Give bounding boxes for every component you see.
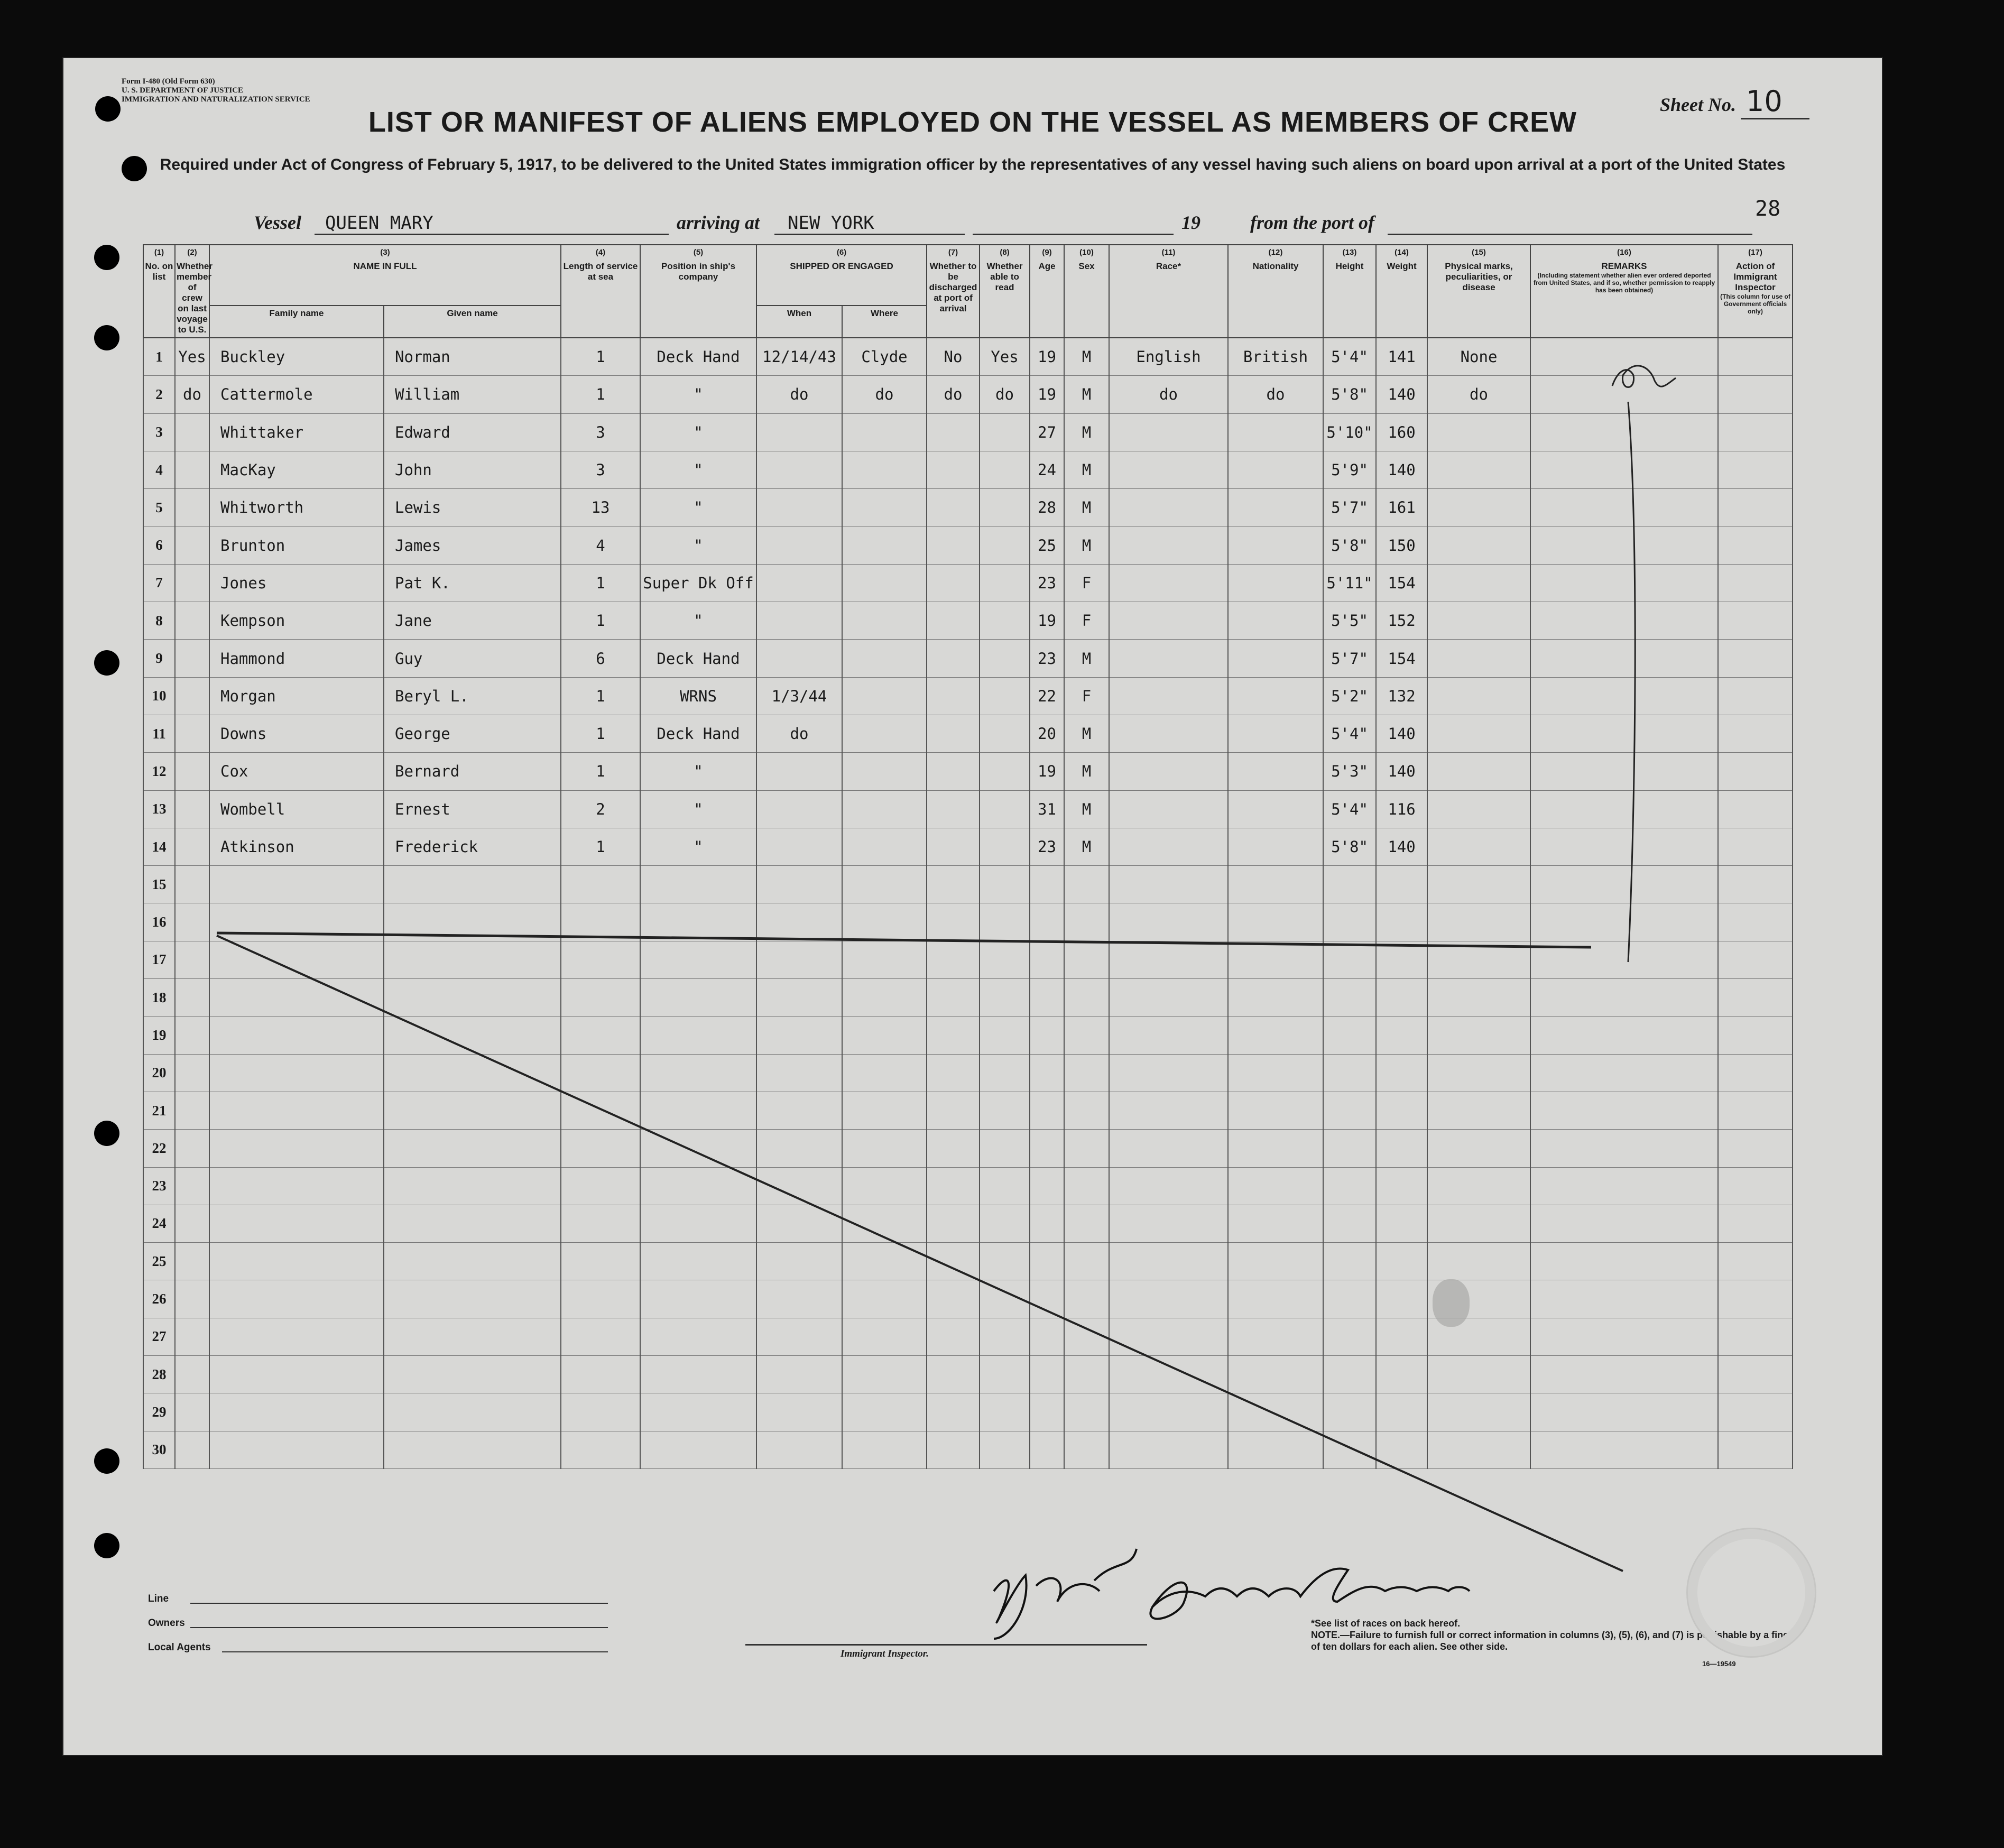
cell-position: Deck Hand	[640, 715, 756, 752]
col-header-service: (4) Length of service at sea	[561, 245, 640, 338]
cell-no: 14	[143, 828, 175, 865]
cell-age: 25	[1030, 526, 1064, 564]
cell-no: 28	[143, 1356, 175, 1393]
cell-where: do	[842, 376, 927, 413]
cell-weight: 160	[1376, 413, 1427, 451]
cell-no: 27	[143, 1318, 175, 1355]
cell-given: Frederick	[384, 828, 561, 865]
cell-no: 5	[143, 489, 175, 526]
cell-no: 16	[143, 903, 175, 941]
cell-position: Super Dk Off	[640, 564, 756, 602]
col-header-when: When	[756, 306, 842, 338]
cell-nationality: British	[1228, 338, 1323, 376]
cell-weight: 154	[1376, 640, 1427, 677]
cell-position: "	[640, 376, 756, 413]
cell-discharged: No	[927, 338, 980, 376]
col-header-age: (9) Age	[1030, 245, 1064, 338]
cell-service: 1	[561, 828, 640, 865]
cell-position: "	[640, 602, 756, 640]
cell-age: 24	[1030, 451, 1064, 488]
pen-marks-overlay	[63, 58, 1882, 1755]
cell-no: 11	[143, 715, 175, 752]
inspector-signature-line	[745, 1644, 1147, 1646]
cell-age: 20	[1030, 715, 1064, 752]
punch-hole	[94, 650, 119, 676]
col-header-marks: (15) Physical marks, peculiarities, or disease	[1427, 245, 1530, 338]
cell-service: 3	[561, 413, 640, 451]
cell-given: John	[384, 451, 561, 488]
cell-service: 6	[561, 640, 640, 677]
cell-age: 27	[1030, 413, 1064, 451]
cell-height: 5'8"	[1323, 828, 1376, 865]
cell-service: 13	[561, 489, 640, 526]
inspector-label: Immigrant Inspector.	[841, 1648, 929, 1659]
stamp-number: 28	[1755, 197, 1781, 221]
cell-sex: M	[1064, 753, 1109, 790]
cell-family: Jones	[209, 564, 384, 602]
cell-weight: 140	[1376, 828, 1427, 865]
local-agents-field	[222, 1651, 608, 1652]
cell-position: "	[640, 790, 756, 828]
cell-sex: F	[1064, 677, 1109, 715]
cell-height: 5'11"	[1323, 564, 1376, 602]
col-header-action: (17) Action of Immigrant Inspector (This column for use of Government officials only)	[1718, 245, 1793, 338]
cell-age: 19	[1030, 338, 1064, 376]
cell-height: 5'8"	[1323, 376, 1376, 413]
cell-height: 5'9"	[1323, 451, 1376, 488]
cell-height: 5'2"	[1323, 677, 1376, 715]
cell-position: "	[640, 526, 756, 564]
remarks-initials-mark	[1612, 366, 1676, 387]
cell-position: "	[640, 413, 756, 451]
vessel-label: Vessel	[254, 212, 301, 233]
cell-member: Yes	[175, 338, 209, 376]
cell-service: 1	[561, 602, 640, 640]
manifest-sheet	[63, 58, 1882, 1755]
cell-height: 5'4"	[1323, 790, 1376, 828]
cell-no: 21	[143, 1092, 175, 1129]
form-number: Form I-480 (Old Form 630)	[122, 77, 215, 86]
col-header-sex: (10) Sex	[1064, 245, 1109, 338]
cell-family: Brunton	[209, 526, 384, 564]
cell-family: Cox	[209, 753, 384, 790]
cell-no: 6	[143, 526, 175, 564]
cell-weight: 140	[1376, 376, 1427, 413]
cell-given: Bernard	[384, 753, 561, 790]
cell-marks: do	[1427, 376, 1530, 413]
cell-family: MacKay	[209, 451, 384, 488]
cell-position: Deck Hand	[640, 640, 756, 677]
cell-weight: 140	[1376, 715, 1427, 752]
cell-no: 26	[143, 1280, 175, 1318]
cell-family: Buckley	[209, 338, 384, 376]
local-agents-label: Local Agents	[148, 1642, 211, 1653]
vessel-name: QUEEN MARY	[325, 212, 433, 234]
cell-height: 5'10"	[1323, 413, 1376, 451]
cell-no: 19	[143, 1017, 175, 1054]
cell-sex: M	[1064, 376, 1109, 413]
cell-no: 10	[143, 677, 175, 715]
cell-no: 1	[143, 338, 175, 376]
cell-given: Lewis	[384, 489, 561, 526]
cell-family: Wombell	[209, 790, 384, 828]
cell-no: 13	[143, 790, 175, 828]
cell-age: 23	[1030, 564, 1064, 602]
cell-age: 19	[1030, 602, 1064, 640]
cell-age: 19	[1030, 753, 1064, 790]
punch-hole	[94, 325, 119, 350]
cell-age: 28	[1030, 489, 1064, 526]
cell-no: 29	[143, 1393, 175, 1431]
cell-no: 24	[143, 1205, 175, 1242]
cell-position: "	[640, 451, 756, 488]
cell-no: 18	[143, 979, 175, 1017]
cell-no: 12	[143, 753, 175, 790]
cell-sex: M	[1064, 451, 1109, 488]
cell-sex: M	[1064, 338, 1109, 376]
cell-no: 22	[143, 1130, 175, 1167]
col-header-no: (1) No. on list	[143, 245, 175, 338]
cell-when: do	[756, 376, 842, 413]
col-header-nationality: (12) Nationality	[1228, 245, 1323, 338]
cell-where: Clyde	[842, 338, 927, 376]
cell-no: 9	[143, 640, 175, 677]
cell-given: Edward	[384, 413, 561, 451]
cell-weight: 116	[1376, 790, 1427, 828]
cell-sex: M	[1064, 715, 1109, 752]
document-subtitle: Required under Act of Congress of February 5, 1917, to be delivered to the United States immigration officer by the representatives of any vessel having such aliens on board upon arrival at a port of the United States	[160, 156, 1786, 173]
sheet-label: Sheet No.	[1660, 94, 1736, 115]
cell-height: 5'7"	[1323, 489, 1376, 526]
cell-height: 5'4"	[1323, 338, 1376, 376]
col-header-shipped: (6) SHIPPED OR ENGAGED	[756, 245, 927, 306]
cell-weight: 132	[1376, 677, 1427, 715]
cell-age: 31	[1030, 790, 1064, 828]
arriving-port: NEW YORK	[788, 212, 874, 234]
col-header-name: (3) NAME IN FULL	[209, 245, 561, 306]
cell-age: 23	[1030, 828, 1064, 865]
cancel-horizontal-line	[217, 933, 1591, 947]
document-title: LIST OR MANIFEST OF ALIENS EMPLOYED ON THE VESSEL AS MEMBERS OF CREW	[368, 106, 1577, 138]
cell-sex: M	[1064, 526, 1109, 564]
cell-weight: 154	[1376, 564, 1427, 602]
col-header-discharged: (7) Whether to be discharged at port of arrival	[927, 245, 980, 338]
cell-position: "	[640, 753, 756, 790]
cell-sex: M	[1064, 413, 1109, 451]
cell-no: 3	[143, 413, 175, 451]
cell-sex: M	[1064, 640, 1109, 677]
cell-service: 1	[561, 338, 640, 376]
cancel-diagonal-line	[217, 936, 1623, 1571]
cell-service: 1	[561, 376, 640, 413]
cell-when: 1/3/44	[756, 677, 842, 715]
col-header-remarks: (16) REMARKS (Including statement whether alien ever ordered deported from United States, and if so, whether permission to reapply has been obtained)	[1530, 245, 1718, 338]
col-header-family-name: Family name	[209, 306, 384, 338]
line-label: Line	[148, 1593, 169, 1604]
col-header-height: (13) Height	[1323, 245, 1376, 338]
col-header-member: (2) Whether member of crew on last voyage to U.S.	[175, 245, 209, 338]
cell-service: 2	[561, 790, 640, 828]
cell-service: 1	[561, 753, 640, 790]
cell-service: 4	[561, 526, 640, 564]
cell-when: 12/14/43	[756, 338, 842, 376]
cell-nationality: do	[1228, 376, 1323, 413]
cell-weight: 150	[1376, 526, 1427, 564]
department-name: U. S. DEPARTMENT OF JUSTICE	[122, 86, 244, 95]
owners-field	[190, 1627, 608, 1628]
cell-no: 20	[143, 1054, 175, 1092]
cell-age: 23	[1030, 640, 1064, 677]
sheet-number: 10	[1741, 85, 1809, 119]
cell-no: 2	[143, 376, 175, 413]
cell-read: Yes	[980, 338, 1030, 376]
cell-given: Norman	[384, 338, 561, 376]
fine-note: NOTE.—Failure to furnish full or correct information in columns (3), (5), (6), and (7) is punishable by a fine of ten dollars for each alien. See other side.	[1311, 1630, 1789, 1652]
cell-weight: 152	[1376, 602, 1427, 640]
punch-hole	[94, 1448, 119, 1474]
remarks-ditto-line	[1628, 402, 1635, 962]
cell-height: 5'4"	[1323, 715, 1376, 752]
cell-marks: None	[1427, 338, 1530, 376]
cell-family: Morgan	[209, 677, 384, 715]
cell-no: 8	[143, 602, 175, 640]
punch-hole	[95, 96, 121, 122]
cell-sex: M	[1064, 828, 1109, 865]
owners-label: Owners	[148, 1618, 185, 1629]
cell-service: 1	[561, 677, 640, 715]
col-header-race: (11) Race*	[1109, 245, 1228, 338]
cell-race: do	[1109, 376, 1228, 413]
cell-family: Downs	[209, 715, 384, 752]
cell-position: Deck Hand	[640, 338, 756, 376]
cell-sex: M	[1064, 489, 1109, 526]
cell-height: 5'8"	[1323, 526, 1376, 564]
cell-given: Pat K.	[384, 564, 561, 602]
cell-family: Hammond	[209, 640, 384, 677]
cell-age: 19	[1030, 376, 1064, 413]
cell-family: Cattermole	[209, 376, 384, 413]
cell-weight: 140	[1376, 753, 1427, 790]
cell-discharged: do	[927, 376, 980, 413]
from-port-label: from the port of	[1250, 212, 1375, 233]
service-name: IMMIGRATION AND NATURALIZATION SERVICE	[122, 95, 310, 104]
cell-given: Beryl L.	[384, 677, 561, 715]
cell-no: 17	[143, 941, 175, 978]
col-header-read: (8) Whether able to read	[980, 245, 1030, 338]
races-note: *See list of races on back hereof.	[1311, 1618, 1461, 1629]
cell-given: George	[384, 715, 561, 752]
cell-height: 5'5"	[1323, 602, 1376, 640]
cell-service: 3	[561, 451, 640, 488]
cell-sex: F	[1064, 564, 1109, 602]
cell-race: English	[1109, 338, 1228, 376]
cell-service: 1	[561, 715, 640, 752]
cell-no: 30	[143, 1431, 175, 1468]
cell-no: 25	[143, 1243, 175, 1280]
cell-given: William	[384, 376, 561, 413]
cell-height: 5'7"	[1323, 640, 1376, 677]
cell-given: Ernest	[384, 790, 561, 828]
cell-family: Kempson	[209, 602, 384, 640]
ink-stain	[1433, 1279, 1470, 1327]
punch-hole	[94, 1121, 119, 1146]
cell-sex: F	[1064, 602, 1109, 640]
cell-member: do	[175, 376, 209, 413]
cell-weight: 140	[1376, 451, 1427, 488]
col-header-weight: (14) Weight	[1376, 245, 1427, 338]
cell-weight: 161	[1376, 489, 1427, 526]
line-field	[190, 1603, 608, 1604]
cell-no: 23	[143, 1167, 175, 1205]
cell-height: 5'3"	[1323, 753, 1376, 790]
col-header-given-name: Given name	[384, 306, 561, 338]
cell-age: 22	[1030, 677, 1064, 715]
punch-hole	[94, 1533, 119, 1558]
cell-given: Jane	[384, 602, 561, 640]
cell-given: Guy	[384, 640, 561, 677]
cell-family: Whitworth	[209, 489, 384, 526]
cell-no: 15	[143, 866, 175, 903]
arriving-label: arriving at	[677, 212, 760, 233]
cell-family: Atkinson	[209, 828, 384, 865]
punch-hole	[94, 245, 119, 270]
punch-hole	[122, 156, 147, 181]
cell-service: 1	[561, 564, 640, 602]
cell-read: do	[980, 376, 1030, 413]
col-header-where: Where	[842, 306, 927, 338]
cell-position: "	[640, 489, 756, 526]
cell-no: 7	[143, 564, 175, 602]
print-code: 16—19549	[1702, 1660, 1736, 1668]
cell-position: WRNS	[640, 677, 756, 715]
cell-position: "	[640, 828, 756, 865]
cell-weight: 141	[1376, 338, 1427, 376]
col-header-position: (5) Position in ship's company	[640, 245, 756, 338]
cell-family: Whittaker	[209, 413, 384, 451]
cell-sex: M	[1064, 790, 1109, 828]
cell-when: do	[756, 715, 842, 752]
year-prefix: 19	[1181, 212, 1200, 233]
embossed-seal	[1686, 1528, 1816, 1658]
cell-given: James	[384, 526, 561, 564]
cell-no: 4	[143, 451, 175, 488]
